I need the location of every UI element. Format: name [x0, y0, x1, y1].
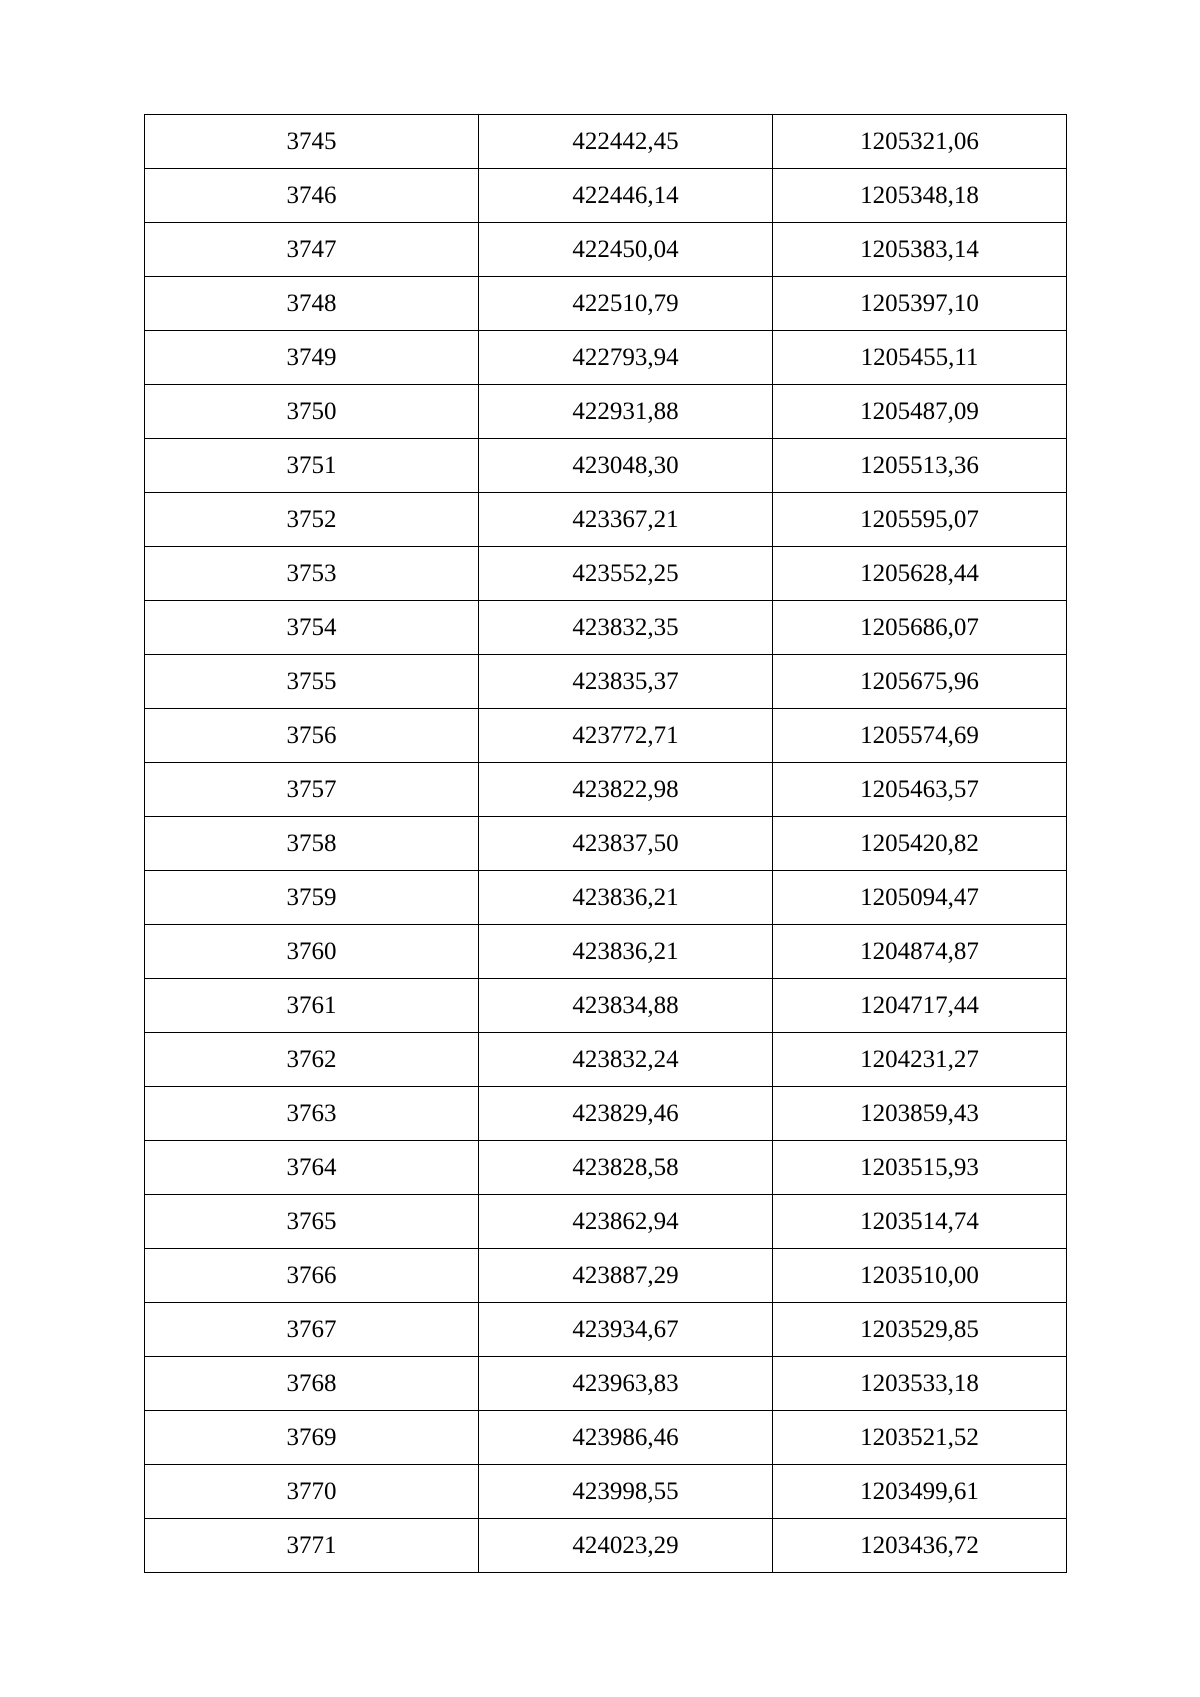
x-coordinate-cell: 423367,21 — [479, 493, 773, 547]
table-row — [145, 223, 1067, 277]
x-coordinate-cell: 422793,94 — [479, 331, 773, 385]
x-coordinate-cell: 422931,88 — [479, 385, 773, 439]
point-number-cell: 3761 — [145, 979, 479, 1033]
point-number-cell: 3763 — [145, 1087, 479, 1141]
point-number-cell: 3748 — [145, 277, 479, 331]
table-row — [145, 1087, 1067, 1141]
y-coordinate-cell: 1205675,96 — [773, 655, 1067, 709]
y-coordinate-cell: 1205348,18 — [773, 169, 1067, 223]
y-coordinate-cell: 1203521,52 — [773, 1411, 1067, 1465]
y-coordinate-cell: 1203499,61 — [773, 1465, 1067, 1519]
x-coordinate-cell: 423862,94 — [479, 1195, 773, 1249]
point-number-cell: 3753 — [145, 547, 479, 601]
table-row — [145, 763, 1067, 817]
y-coordinate-cell: 1205487,09 — [773, 385, 1067, 439]
point-number-cell: 3767 — [145, 1303, 479, 1357]
y-coordinate-cell: 1205513,36 — [773, 439, 1067, 493]
y-coordinate-cell: 1204717,44 — [773, 979, 1067, 1033]
x-coordinate-cell: 423772,71 — [479, 709, 773, 763]
point-number-cell: 3756 — [145, 709, 479, 763]
x-coordinate-cell: 423836,21 — [479, 871, 773, 925]
x-coordinate-cell: 423837,50 — [479, 817, 773, 871]
x-coordinate-cell: 423836,21 — [479, 925, 773, 979]
y-coordinate-cell: 1205094,47 — [773, 871, 1067, 925]
y-coordinate-cell: 1205595,07 — [773, 493, 1067, 547]
y-coordinate-cell: 1204231,27 — [773, 1033, 1067, 1087]
table-row — [145, 1465, 1067, 1519]
table-row — [145, 439, 1067, 493]
table-row — [145, 1357, 1067, 1411]
x-coordinate-cell: 422442,45 — [479, 115, 773, 169]
point-number-cell: 3768 — [145, 1357, 479, 1411]
point-number-cell: 3749 — [145, 331, 479, 385]
x-coordinate-cell: 423934,67 — [479, 1303, 773, 1357]
x-coordinate-cell: 423829,46 — [479, 1087, 773, 1141]
point-number-cell: 3770 — [145, 1465, 479, 1519]
table-row — [145, 169, 1067, 223]
y-coordinate-cell: 1203515,93 — [773, 1141, 1067, 1195]
table-row — [145, 547, 1067, 601]
y-coordinate-cell: 1203859,43 — [773, 1087, 1067, 1141]
point-number-cell: 3751 — [145, 439, 479, 493]
table-row — [145, 331, 1067, 385]
table-row — [145, 655, 1067, 709]
x-coordinate-cell: 424023,29 — [479, 1519, 773, 1573]
point-number-cell: 3762 — [145, 1033, 479, 1087]
y-coordinate-cell: 1205463,57 — [773, 763, 1067, 817]
y-coordinate-cell: 1205420,82 — [773, 817, 1067, 871]
table-row — [145, 1519, 1067, 1573]
point-number-cell: 3765 — [145, 1195, 479, 1249]
y-coordinate-cell: 1205383,14 — [773, 223, 1067, 277]
y-coordinate-cell: 1205455,11 — [773, 331, 1067, 385]
table-row — [145, 871, 1067, 925]
coordinates-table-body — [145, 115, 1067, 1573]
table-row — [145, 1303, 1067, 1357]
point-number-cell: 3771 — [145, 1519, 479, 1573]
point-number-cell: 3747 — [145, 223, 479, 277]
y-coordinate-cell: 1203510,00 — [773, 1249, 1067, 1303]
y-coordinate-cell: 1205321,06 — [773, 115, 1067, 169]
point-number-cell: 3754 — [145, 601, 479, 655]
point-number-cell: 3745 — [145, 115, 479, 169]
x-coordinate-cell: 423828,58 — [479, 1141, 773, 1195]
point-number-cell: 3757 — [145, 763, 479, 817]
table-row — [145, 601, 1067, 655]
y-coordinate-cell: 1205686,07 — [773, 601, 1067, 655]
point-number-cell: 3746 — [145, 169, 479, 223]
table-row — [145, 817, 1067, 871]
y-coordinate-cell: 1205628,44 — [773, 547, 1067, 601]
point-number-cell: 3769 — [145, 1411, 479, 1465]
x-coordinate-cell: 423822,98 — [479, 763, 773, 817]
table-row — [145, 277, 1067, 331]
point-number-cell: 3759 — [145, 871, 479, 925]
x-coordinate-cell: 422446,14 — [479, 169, 773, 223]
table-row — [145, 1249, 1067, 1303]
x-coordinate-cell: 422450,04 — [479, 223, 773, 277]
x-coordinate-cell: 423048,30 — [479, 439, 773, 493]
table-row — [145, 1033, 1067, 1087]
table-row — [145, 385, 1067, 439]
x-coordinate-cell: 423835,37 — [479, 655, 773, 709]
table-row — [145, 493, 1067, 547]
point-number-cell: 3766 — [145, 1249, 479, 1303]
y-coordinate-cell: 1203529,85 — [773, 1303, 1067, 1357]
table-row — [145, 1411, 1067, 1465]
x-coordinate-cell: 423963,83 — [479, 1357, 773, 1411]
x-coordinate-cell: 423986,46 — [479, 1411, 773, 1465]
x-coordinate-cell: 423834,88 — [479, 979, 773, 1033]
x-coordinate-cell: 422510,79 — [479, 277, 773, 331]
x-coordinate-cell: 423832,24 — [479, 1033, 773, 1087]
point-number-cell: 3764 — [145, 1141, 479, 1195]
x-coordinate-cell: 423998,55 — [479, 1465, 773, 1519]
coordinates-table — [144, 114, 1067, 1573]
x-coordinate-cell: 423832,35 — [479, 601, 773, 655]
point-number-cell: 3755 — [145, 655, 479, 709]
y-coordinate-cell: 1203533,18 — [773, 1357, 1067, 1411]
table-row — [145, 1141, 1067, 1195]
point-number-cell: 3752 — [145, 493, 479, 547]
x-coordinate-cell: 423887,29 — [479, 1249, 773, 1303]
table-row — [145, 115, 1067, 169]
point-number-cell: 3760 — [145, 925, 479, 979]
table-row — [145, 979, 1067, 1033]
y-coordinate-cell: 1204874,87 — [773, 925, 1067, 979]
table-row — [145, 1195, 1067, 1249]
x-coordinate-cell: 423552,25 — [479, 547, 773, 601]
point-number-cell: 3750 — [145, 385, 479, 439]
y-coordinate-cell: 1203514,74 — [773, 1195, 1067, 1249]
table-row — [145, 709, 1067, 763]
table-row — [145, 925, 1067, 979]
point-number-cell: 3758 — [145, 817, 479, 871]
y-coordinate-cell: 1205574,69 — [773, 709, 1067, 763]
y-coordinate-cell: 1203436,72 — [773, 1519, 1067, 1573]
y-coordinate-cell: 1205397,10 — [773, 277, 1067, 331]
